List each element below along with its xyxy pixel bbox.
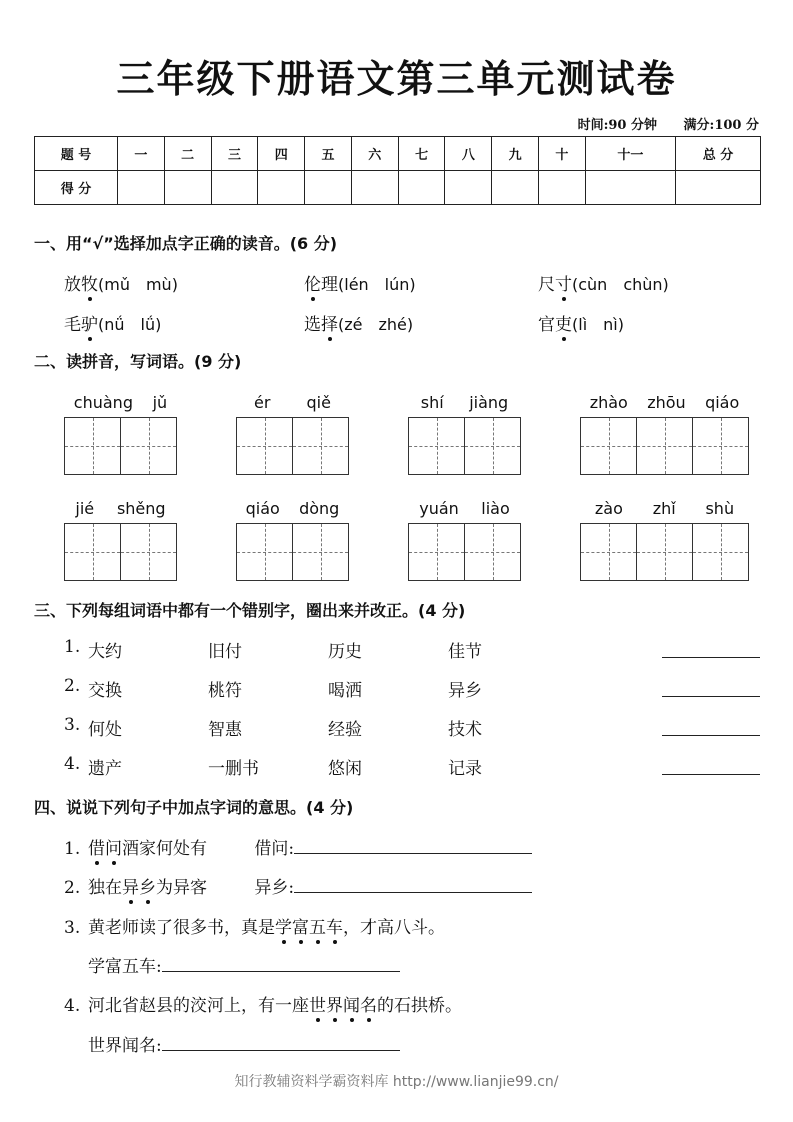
score-cell[interactable]: [258, 171, 305, 205]
pinyin-syllable: zào: [594, 499, 623, 518]
dotted-char: 伦: [304, 270, 321, 295]
answer-blank[interactable]: [662, 696, 760, 697]
pinyin-options: (lén lún): [338, 275, 416, 294]
typo-word[interactable]: 记录: [448, 759, 482, 779]
pinyin-writing-block[interactable]: [580, 499, 749, 581]
tian-cell[interactable]: [121, 418, 177, 474]
tian-cell[interactable]: [237, 524, 293, 580]
pinyin-choice-item[interactable]: [304, 270, 416, 295]
meaning-answer-row: [88, 1031, 400, 1056]
tian-cell[interactable]: [293, 418, 349, 474]
pinyin-choice-item[interactable]: [64, 310, 161, 335]
tian-grid[interactable]: [64, 523, 177, 581]
sentence-text: ，才高八斗。: [343, 918, 445, 938]
answer-blank[interactable]: [662, 735, 760, 736]
score-table-header-row: [35, 137, 761, 171]
pinyin-choice-item[interactable]: [538, 270, 669, 295]
typo-row: [64, 676, 764, 702]
dotted-word: 异乡: [122, 878, 156, 898]
sentence-text: 为异客: [156, 878, 207, 898]
answer-blank[interactable]: [662, 657, 760, 658]
typo-word[interactable]: 旧付: [208, 642, 242, 662]
tian-cell[interactable]: [65, 418, 121, 474]
question-number: 1.: [64, 839, 81, 859]
tian-cell[interactable]: [409, 524, 465, 580]
score-header-cell: 六: [351, 137, 398, 171]
score-cell[interactable]: [351, 171, 398, 205]
row-number: 1.: [64, 637, 81, 657]
pinyin-syllable: liào: [481, 499, 510, 518]
typo-word[interactable]: 何处: [88, 720, 122, 740]
sentence-text: 独在: [88, 878, 122, 898]
question-number: 2.: [64, 878, 81, 898]
pinyin-syllable: jǔ: [152, 393, 168, 412]
meaning-question: [64, 873, 532, 898]
pinyin-options: (mǔ mù): [98, 275, 178, 294]
word-part: 放: [64, 275, 81, 295]
dotted-char: 吏: [555, 310, 572, 335]
question-number: 4.: [64, 996, 81, 1016]
meaning-question: [64, 913, 445, 938]
score-header-cell: 七: [398, 137, 445, 171]
word-pinyin: [580, 393, 749, 417]
pinyin-writing-block[interactable]: [580, 393, 749, 475]
answer-blank[interactable]: [294, 891, 532, 893]
sentence-text: 河北省赵县的洨河上，有一座: [88, 996, 309, 1016]
typo-word[interactable]: 经验: [328, 720, 362, 740]
pinyin-syllable: shù: [705, 499, 735, 518]
tian-cell[interactable]: [465, 524, 521, 580]
score-header-cell: 题 号: [35, 137, 118, 171]
word-pinyin: [408, 499, 521, 523]
tian-grid[interactable]: [236, 417, 349, 475]
answer-blank[interactable]: [162, 970, 400, 972]
pinyin-syllable: chuàng: [73, 393, 133, 412]
dotted-char: 驴: [81, 310, 98, 335]
page-title: 三年级下册语文第三单元测试卷: [116, 57, 677, 101]
section3-title: 三、下列每组词语中都有一个错别字，圈出来并改正。(4 分): [34, 601, 466, 620]
tian-grid[interactable]: [236, 523, 349, 581]
exam-info: [578, 114, 759, 133]
answer-blank[interactable]: [662, 774, 760, 775]
typo-word[interactable]: 大约: [88, 642, 122, 662]
row-number: 2.: [64, 676, 81, 696]
tian-cell[interactable]: [693, 418, 749, 474]
pinyin-choice-item[interactable]: [304, 310, 413, 335]
typo-word[interactable]: 遗产: [88, 759, 122, 779]
pinyin-syllable: jié: [75, 499, 95, 518]
score-cell[interactable]: [445, 171, 492, 205]
pinyin-choice-item[interactable]: [64, 270, 178, 295]
score-table: [34, 136, 761, 205]
typo-word[interactable]: 悠闲: [328, 759, 362, 779]
pinyin-syllable: qiě: [306, 393, 331, 412]
pinyin-options: (lì nì): [572, 315, 624, 334]
row-number: 3.: [64, 715, 81, 735]
typo-word[interactable]: 智惠: [208, 720, 242, 740]
row-number: 4.: [64, 754, 81, 774]
score-cell[interactable]: [676, 171, 761, 205]
typo-word[interactable]: 桃符: [208, 681, 242, 701]
score-header-cell: 五: [305, 137, 352, 171]
tian-cell[interactable]: [581, 418, 637, 474]
question-number: 3.: [64, 918, 81, 938]
pinyin-options: (nǘ lǘ): [98, 315, 162, 334]
dotted-char: 择: [321, 310, 338, 335]
pinyin-writing-block[interactable]: [64, 499, 177, 581]
score-cell[interactable]: [305, 171, 352, 205]
word-pinyin: [580, 499, 749, 523]
score-header-cell: 九: [492, 137, 539, 171]
pinyin-syllable: dòng: [299, 499, 340, 518]
footer-watermark: 知行教辅资料学霸资料库 http://www.lianjie99.cn/: [234, 1074, 559, 1090]
sentence-text: 酒家何处有: [122, 839, 207, 859]
score-header-cell: 四: [258, 137, 305, 171]
word-part: 选: [304, 315, 321, 335]
typo-word[interactable]: 一删书: [208, 759, 259, 779]
tian-cell[interactable]: [693, 524, 749, 580]
pinyin-writing-block[interactable]: [408, 499, 521, 581]
score-header-cell: 十: [539, 137, 586, 171]
score-cell[interactable]: [211, 171, 258, 205]
pinyin-writing-block[interactable]: [64, 393, 177, 475]
score-cell[interactable]: [492, 171, 539, 205]
pinyin-syllable: ér: [254, 393, 271, 412]
pinyin-writing-block[interactable]: [236, 393, 349, 475]
word-part: 官: [538, 315, 555, 335]
tian-cell[interactable]: [121, 524, 177, 580]
dotted-word: 借问: [88, 839, 122, 859]
pinyin-syllable: shí: [420, 393, 444, 412]
word-pinyin: [236, 393, 349, 417]
score-cell[interactable]: [539, 171, 586, 205]
typo-word[interactable]: 历史: [328, 642, 362, 662]
tian-cell[interactable]: [637, 418, 693, 474]
section4-title: 四、说说下列句子中加点字词的意思。(4 分): [34, 798, 354, 817]
score-cell[interactable]: [118, 171, 165, 205]
answer-blank[interactable]: [294, 852, 532, 854]
pinyin-syllable: yuán: [419, 499, 459, 518]
score-header-cell: 总 分: [676, 137, 761, 171]
meaning-answer-row: [88, 952, 400, 977]
pinyin-writing-block[interactable]: [408, 393, 521, 475]
pinyin-syllable: zhào: [589, 393, 628, 412]
dotted-word: 学富五车: [275, 918, 343, 938]
section2-title: 二、读拼音，写词语。(9 分): [34, 352, 242, 371]
typo-word[interactable]: 喝洒: [328, 681, 362, 701]
typo-row: [64, 754, 764, 780]
answer-blank[interactable]: [162, 1049, 400, 1051]
exam-time: 时间:90 分钟: [577, 118, 657, 133]
tian-grid[interactable]: [408, 417, 521, 475]
tian-cell[interactable]: [637, 524, 693, 580]
score-cell[interactable]: [398, 171, 445, 205]
answer-label: 异乡:: [254, 878, 295, 898]
score-header-cell: 一: [118, 137, 165, 171]
tian-cell[interactable]: [465, 418, 521, 474]
tian-cell[interactable]: [237, 418, 293, 474]
tian-grid[interactable]: [580, 523, 749, 581]
exam-full-score: 满分:100 分: [683, 118, 759, 133]
typo-word[interactable]: 佳节: [448, 642, 482, 662]
typo-row: [64, 715, 764, 741]
tian-grid[interactable]: [408, 523, 521, 581]
score-table-score-row: [35, 171, 761, 205]
pinyin-syllable: qiáo: [705, 393, 740, 412]
score-header-cell: 二: [164, 137, 211, 171]
word-part: 理: [321, 275, 338, 295]
meaning-question: [64, 991, 462, 1016]
typo-row: [64, 637, 764, 663]
typo-word[interactable]: 异乡: [448, 681, 482, 701]
tian-cell[interactable]: [65, 524, 121, 580]
dotted-char: 寸: [555, 270, 572, 295]
answer-label: 借问:: [254, 839, 295, 859]
pinyin-options: (cùn chùn): [572, 275, 669, 294]
tian-cell[interactable]: [409, 418, 465, 474]
answer-label: 学富五车:: [88, 957, 162, 977]
pinyin-syllable: qiáo: [245, 499, 280, 518]
score-cell[interactable]: [585, 171, 675, 205]
typo-word[interactable]: 技术: [448, 720, 482, 740]
word-pinyin: [64, 499, 177, 523]
score-row-label: 得 分: [35, 171, 118, 205]
pinyin-options: (zé zhé): [338, 315, 414, 334]
sentence-text: 黄老师读了很多书，真是: [88, 918, 275, 938]
word-pinyin: [408, 393, 521, 417]
section1-title: 一、用“√”选择加点字正确的读音。(6 分): [34, 234, 338, 253]
sentence-text: 的石拱桥。: [377, 996, 462, 1016]
score-cell[interactable]: [164, 171, 211, 205]
score-header-cell: 三: [211, 137, 258, 171]
pinyin-writing-block[interactable]: [236, 499, 349, 581]
tian-cell[interactable]: [293, 524, 349, 580]
dotted-word: 世界闻名: [309, 996, 377, 1016]
tian-cell[interactable]: [581, 524, 637, 580]
word-pinyin: [64, 393, 177, 417]
word-part: 毛: [64, 315, 81, 335]
score-header-cell: 八: [445, 137, 492, 171]
pinyin-syllable: jiàng: [469, 393, 509, 412]
tian-grid[interactable]: [64, 417, 177, 475]
score-header-cell: 十一: [585, 137, 675, 171]
pinyin-syllable: zhōu: [647, 393, 686, 412]
answer-label: 世界闻名:: [88, 1036, 162, 1056]
word-pinyin: [236, 499, 349, 523]
typo-word[interactable]: 交换: [88, 681, 122, 701]
pinyin-syllable: zhǐ: [652, 499, 676, 518]
word-part: 尺: [538, 275, 555, 295]
pinyin-choice-item[interactable]: [538, 310, 624, 335]
meaning-question: [64, 834, 532, 859]
dotted-char: 牧: [81, 270, 98, 295]
tian-grid[interactable]: [580, 417, 749, 475]
pinyin-syllable: shěng: [116, 499, 166, 518]
